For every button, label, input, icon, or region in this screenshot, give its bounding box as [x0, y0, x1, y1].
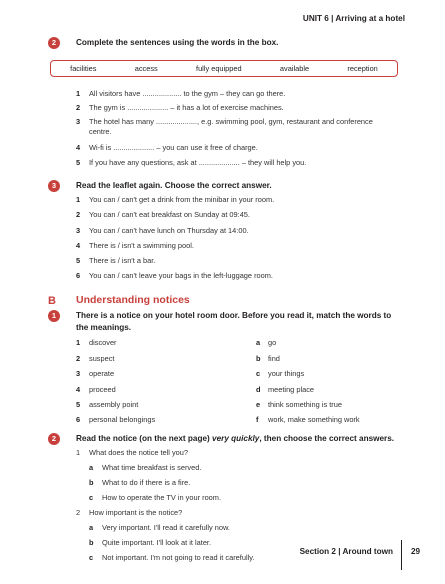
option-text: How to operate the TV in your room.: [102, 493, 221, 502]
item-letter: d: [256, 385, 261, 394]
match-word: proceed: [89, 385, 116, 394]
item-number: 2: [76, 354, 81, 363]
exercise-2-item: The hotel has many ...................., e.g. swimming pool, gym, restaurant and conference: [89, 117, 373, 126]
word-box: [50, 60, 398, 77]
match-meaning: meeting place: [268, 385, 315, 394]
word-box-item: available: [279, 64, 310, 73]
exercise-2-item: If you have any questions, ask at .................... – they will help you.: [89, 158, 307, 167]
match-word: suspect: [89, 354, 115, 363]
item-number: 1: [76, 338, 81, 347]
item-number: 5: [76, 256, 81, 265]
exercise-b2-badge: 2: [48, 433, 60, 445]
item-letter: f: [256, 415, 259, 424]
item-number: 2: [76, 210, 81, 219]
option-letter: b: [89, 478, 94, 487]
question-number: 2: [76, 508, 81, 517]
option-letter: a: [89, 463, 94, 472]
option-text: Very important. I'll read it carefully now.: [102, 523, 230, 532]
match-meaning: work, make something work: [268, 415, 360, 424]
item-number: 4: [76, 385, 81, 394]
exercise-b1-badge: 1: [48, 310, 60, 322]
item-number: 4: [76, 143, 81, 152]
section-title: Understanding notices: [76, 294, 190, 306]
exercise-2-badge: 2: [48, 37, 60, 49]
match-word: discover: [89, 338, 117, 347]
word-box-item: access: [134, 64, 158, 73]
question-number: 1: [76, 448, 81, 457]
item-letter: e: [256, 400, 261, 409]
item-number: 1: [76, 89, 81, 98]
exercise-2-item: Wi-fi is .................... – you can use it free of charge.: [89, 143, 258, 152]
exercise-3-item: You can / can't leave your bags in the left-luggage room.: [89, 271, 273, 280]
exercise-2-instruction: Complete the sentences using the words in the box.: [76, 38, 279, 47]
word-box-item: facilities: [70, 64, 97, 73]
match-word: personal belongings: [89, 415, 156, 424]
exercise-3-item: You can / can't have lunch on Thursday at 14:00.: [89, 226, 249, 235]
option-text: Quite important. I'll look at it later.: [102, 538, 212, 547]
item-letter: b: [256, 354, 261, 363]
option-text: What time breakfast is served.: [102, 463, 202, 472]
item-number: 3: [76, 369, 81, 378]
match-word: operate: [89, 369, 115, 378]
option-text: What to do if there is a fire.: [102, 478, 191, 487]
section-footer: Section 2 | Around town: [299, 547, 393, 556]
footer-divider: [401, 540, 402, 570]
item-letter: a: [256, 338, 261, 347]
exercise-3-badge: 3: [48, 180, 60, 192]
exercise-b2-instruction: Read the notice (on the next page) very quickly, then choose the correct answers.: [76, 434, 395, 443]
section-letter: B: [48, 295, 56, 307]
match-meaning: think something is true: [268, 400, 342, 409]
item-number: 1: [76, 195, 81, 204]
exercise-b1-instruction: There is a notice on your hotel room door. Before you read it, match the words to: [76, 311, 392, 320]
option-letter: c: [89, 493, 94, 502]
option-letter: b: [89, 538, 94, 547]
word-box-item: reception: [347, 64, 378, 73]
item-number: 5: [76, 158, 81, 167]
exercise-3-instruction: Read the leaflet again. Choose the correct answer.: [76, 181, 272, 190]
exercise-3-item: There is / isn't a swimming pool.: [89, 241, 194, 250]
exercise-2-item: All visitors have ................... to the gym – they can go there.: [89, 89, 286, 98]
exercise-2-item: The gym is .................... – it has a lot of exercise machines.: [89, 103, 284, 112]
word-box-item: fully equipped: [196, 64, 242, 73]
unit-header: UNIT 6 | Arriving at a hotel: [302, 14, 405, 23]
match-meaning: find: [268, 354, 280, 363]
exercise-2-item-continued: centre.: [89, 127, 112, 136]
option-letter: a: [89, 523, 94, 532]
match-meaning: go: [268, 338, 277, 347]
item-number: 6: [76, 271, 81, 280]
match-meaning: your things: [268, 369, 305, 378]
item-number: 6: [76, 415, 81, 424]
exercise-3-item: There is / isn't a bar.: [89, 256, 156, 265]
page-number: 29: [411, 547, 421, 556]
question-text: How important is the notice?: [89, 508, 183, 517]
question-text: What does the notice tell you?: [89, 448, 189, 457]
option-letter: c: [89, 553, 94, 562]
option-text: Not important. I'm not going to read it carefully.: [102, 553, 255, 562]
item-letter: c: [256, 369, 261, 378]
item-number: 4: [76, 241, 81, 250]
exercise-3-item: You can / can't eat breakfast on Sunday at 09:45.: [89, 210, 250, 219]
exercise-b1-instruction-continued: the meanings.: [76, 323, 132, 332]
match-word: assembly point: [89, 400, 139, 409]
item-number: 2: [76, 103, 81, 112]
exercise-3-item: You can / can't get a drink from the minibar in your room.: [89, 195, 275, 204]
item-number: 5: [76, 400, 81, 409]
item-number: 3: [76, 226, 81, 235]
item-number: 3: [76, 117, 81, 126]
